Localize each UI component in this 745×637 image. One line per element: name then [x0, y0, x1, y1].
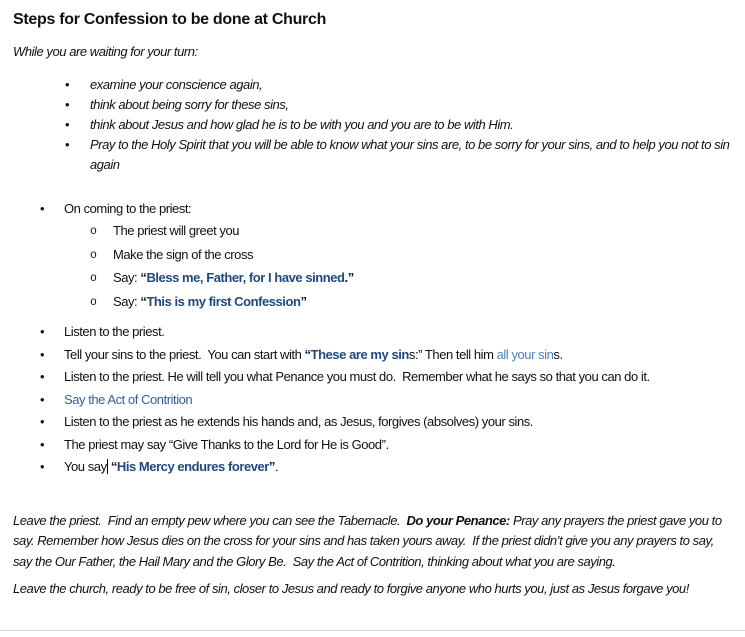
text-run: “ — [304, 346, 311, 362]
bullet-dot-icon: • — [65, 137, 70, 152]
text-run: “ — [140, 293, 147, 309]
list-item — [13, 75, 732, 95]
text-run: Do your Penance: — [406, 512, 510, 528]
text-run: s:” Then tell him — [408, 346, 497, 362]
list-item — [13, 135, 732, 175]
list-item — [13, 344, 732, 367]
text-line — [64, 344, 732, 367]
text-line — [90, 115, 732, 135]
closing-paragraph — [13, 579, 732, 600]
list-item — [13, 115, 732, 135]
text-line — [64, 456, 732, 479]
intro-line: While you are waiting for your turn: — [13, 44, 198, 59]
text-line — [64, 434, 732, 457]
text-run: examine your conscience again, — [90, 77, 263, 92]
bullet-dot-icon: • — [40, 324, 45, 339]
text-line — [64, 366, 732, 389]
text-run: all your sin — [496, 346, 554, 362]
text-run: Leave the church, ready to be free of sin, closer to Jesus and ready to forgive anyone who hurts you, just as Jesus forgave you! — [13, 581, 689, 596]
text-line — [90, 135, 732, 175]
text-run: “ — [140, 270, 147, 285]
text-run: s. — [553, 346, 563, 362]
list-item — [13, 95, 732, 115]
list-item — [13, 244, 732, 268]
bullet-dot-icon: • — [40, 346, 45, 362]
text-run: You say — [64, 459, 107, 474]
list-item — [13, 434, 732, 457]
text-run: The priest will greet you — [113, 223, 240, 238]
waiting-bullet-list — [13, 75, 732, 175]
bullet-dot-icon: • — [40, 369, 45, 384]
text-line — [113, 267, 732, 290]
text-run: Pray any prayers the priest gave you to say. Remember how Jesus dies on the cross for your sins and has taken yours away. If the priest didn’t give you any prayers to say, say the Our Father, the Hail Mary and the Glory Be. Say the Act of Contrition, thinking about what you are saying. — [13, 512, 725, 569]
list-item — [13, 267, 732, 291]
text-line — [64, 411, 732, 434]
page-title: Steps for Confession to be done at Church — [13, 11, 327, 28]
page-bottom-border — [0, 630, 745, 631]
text-run: ” — [347, 270, 354, 285]
bullet-dot-icon: • — [40, 391, 45, 407]
bullet-circle-icon: o — [90, 248, 97, 262]
text-line — [113, 291, 732, 314]
text-run: Make the sign of the cross — [113, 246, 254, 262]
list-item — [13, 291, 732, 315]
text-run: Pray to the Holy Spirit that you will be able to know what your sins are, to be sorry for your sins, and to help you not to sin again — [90, 137, 733, 172]
text-run: The priest may say “Give Thanks to the Lord for He is Good”. — [64, 436, 389, 452]
text-line — [113, 244, 732, 267]
text-run: Bless me, Father, for I have sinned — [146, 270, 345, 285]
closing-paragraph — [13, 511, 732, 573]
text-run: Listen to the priest. — [64, 324, 165, 339]
text-line — [90, 95, 732, 115]
list-item — [13, 456, 732, 479]
bullet-dot-icon: • — [40, 414, 45, 429]
text-run: Say: — [113, 293, 141, 309]
coming-to-priest-section — [13, 198, 732, 314]
confession-steps-list — [13, 321, 732, 479]
text-run: ” — [300, 293, 307, 309]
bullet-dot-icon: • — [40, 436, 45, 452]
text-run: “ — [110, 459, 117, 474]
text-run: Say the Act of Contrition — [64, 391, 193, 407]
text-run: Listen to the priest as he extends his hands and, as Jesus, forgives (absolves) your sins. — [64, 414, 533, 429]
bullet-dot-icon: • — [65, 97, 70, 112]
text-run: think about Jesus and how glad he is to be with you and you are to be with Him. — [90, 117, 514, 132]
text-run: . — [344, 270, 348, 285]
text-run: . — [274, 459, 279, 474]
bullet-dot-icon: • — [65, 77, 70, 92]
bullet-circle-icon: o — [90, 272, 97, 285]
text-run: ” — [268, 459, 275, 474]
bullet-dot-icon: • — [40, 459, 45, 474]
text-run: Leave the priest. Find an empty pew where you can see the Tabernacle. — [13, 512, 407, 528]
bullet-dot-icon: • — [40, 201, 45, 216]
text-run: Listen to the priest. He will tell you what Penance you must do. Remember what he says so that you can do it. — [64, 369, 650, 384]
text-run: These are my sin — [310, 346, 409, 362]
text-run: On coming to the priest: — [64, 201, 192, 216]
list-item — [13, 411, 732, 434]
text-line — [64, 321, 732, 344]
bullet-circle-icon: o — [90, 225, 97, 238]
coming-sub-list — [13, 220, 732, 314]
list-item — [13, 220, 732, 244]
list-item — [13, 198, 732, 220]
list-item — [13, 321, 732, 344]
bullet-dot-icon: • — [65, 117, 70, 132]
text-line — [90, 75, 732, 95]
text-line — [113, 220, 732, 243]
text-run: His Mercy endures forever — [116, 459, 269, 474]
list-item — [13, 389, 732, 412]
text-run: Tell your sins to the priest. You can start with — [64, 346, 305, 362]
closing-paragraphs — [13, 511, 732, 600]
list-item — [13, 366, 732, 389]
text-line — [64, 389, 732, 412]
text-run: Say: — [113, 270, 141, 285]
text-line — [64, 198, 732, 220]
bullet-circle-icon: o — [90, 295, 97, 309]
text-run: This is my first Confession — [146, 293, 301, 309]
text-run: think about being sorry for these sins, — [90, 97, 289, 112]
coming-header-list — [13, 198, 732, 220]
